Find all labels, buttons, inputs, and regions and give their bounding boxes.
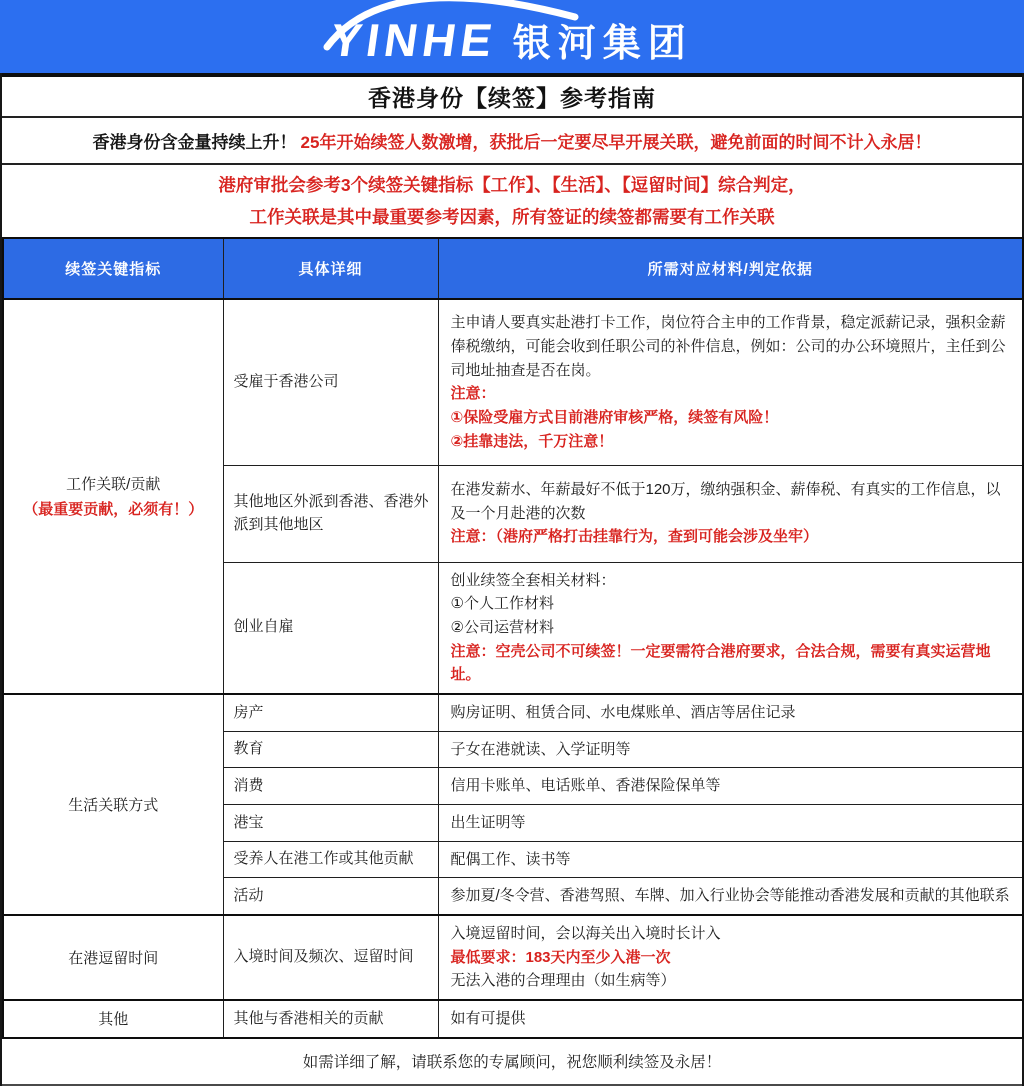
table-row	[3, 299, 1023, 465]
materials-cell: 如有可提供	[438, 1000, 1023, 1038]
table-row	[3, 1000, 1023, 1038]
group-label-stay	[3, 915, 223, 1000]
notice-top-black: 香港身份含金量持续上升！	[92, 133, 297, 152]
detail-cell: 入境时间及频次、逗留时间	[223, 915, 438, 1000]
notice-key-line1: 港府审批会参考3个续签关键指标【工作】、【生活】、【逗留时间】综合判定，	[218, 174, 806, 195]
group-sublabel-text: （最重要贡献，必须有！）	[23, 501, 204, 519]
detail-cell: 消费	[223, 768, 438, 805]
materials-cell: 信用卡账单、电话账单、香港保险保单等	[438, 768, 1023, 805]
column-header-indicator: 续签关键指标	[3, 238, 223, 299]
detail-cell: 其他与香港相关的贡献	[223, 1000, 438, 1038]
group-label-text: 在港逗留时间	[68, 950, 159, 968]
logo-cn-text: 银河集团	[512, 22, 693, 65]
detail-cell: 教育	[223, 731, 438, 768]
materials-cell: 子女在港就读、入学证明等	[438, 731, 1023, 768]
detail-cell: 受养人在港工作或其他贡献	[223, 841, 438, 878]
materials-cell: 参加夏/冬令营、香港驾照、车牌、加入行业协会等能推动香港发展和贡献的其他联系	[438, 878, 1023, 915]
table-row	[3, 915, 1023, 1000]
detail-cell: 港宝	[223, 805, 438, 842]
detail-cell: 房产	[223, 694, 438, 731]
detail-cell: 创业自雇	[223, 562, 438, 694]
materials-cell: 出生证明等	[438, 805, 1023, 842]
notice-top-red: 25年开始续签人数激增，获批后一定要尽早开展关联，避免前面的时间不计入永居！	[300, 133, 932, 152]
detail-cell: 其他地区外派到香港、香港外派到其他地区	[223, 465, 438, 562]
group-label-text: 生活关联方式	[68, 797, 159, 814]
group-label-other	[3, 1000, 223, 1038]
table-header-row	[3, 238, 1023, 299]
materials-cell: 主申请人要真实赴港打卡工作，岗位符合主申的工作背景，稳定派薪记录，强积金薪俸税缴纳，可能会收到任职公司的补件信息，例如：公司的办公环境照片，主任到公司地址抽查是否在岗。 注意： ①保险受雇方式目前港府审核严格，续签有风险！ ②挂靠违法，千万注意！	[438, 299, 1023, 465]
materials-cell: 创业续签全套相关材料： ①个人工作材料 ②公司运营材料 注意：空壳公司不可续签！一定要需符合港府要求，合法合规，需要有真实运营地址。	[438, 562, 1023, 694]
page-title: 香港身份【续签】参考指南	[2, 73, 1022, 118]
group-label-text: 工作关联/贡献	[66, 476, 161, 494]
materials-cell: 配偶工作、读书等	[438, 841, 1023, 878]
group-label-life	[3, 694, 223, 915]
notice-key-indicators	[2, 165, 1022, 237]
brand-logo	[327, 13, 693, 66]
column-header-materials: 所需对应材料/判定依据	[438, 238, 1023, 299]
notice-key-line2: 工作关联是其中最重要参考因素，所有签证的续签都需要有工作关联	[249, 207, 775, 227]
logo-text: YINHE	[327, 13, 501, 66]
group-label-work	[3, 299, 223, 694]
materials-cell: 在港发薪水、年薪最好不低于120万，缴纳强积金、薪俸税、有真实的工作信息，以及一个月赴港的次数 注意：（港府严格打击挂靠行为，查到可能会涉及坐牢）	[438, 465, 1023, 562]
detail-cell: 活动	[223, 878, 438, 915]
materials-cell: 购房证明、租赁合同、水电煤账单、酒店等居住记录	[438, 694, 1023, 731]
column-header-detail: 具体详细	[223, 238, 438, 299]
detail-cell: 受雇于香港公司	[223, 299, 438, 465]
materials-cell: 入境逗留时间，会以海关出入境时长计入 最低要求：183天内至少入港一次 无法入港的合理理由（如生病等）	[438, 915, 1023, 1000]
renewal-guide-table	[2, 237, 1024, 1039]
group-label-text: 其他	[98, 1011, 129, 1029]
table-row	[3, 694, 1023, 731]
footer-text: 如需详细了解，请联系您的专属顾问，祝您顺利续签及永居！	[2, 1039, 1022, 1086]
content-area	[0, 73, 1024, 1086]
brand-banner	[0, 0, 1024, 73]
notice-top	[2, 118, 1022, 165]
